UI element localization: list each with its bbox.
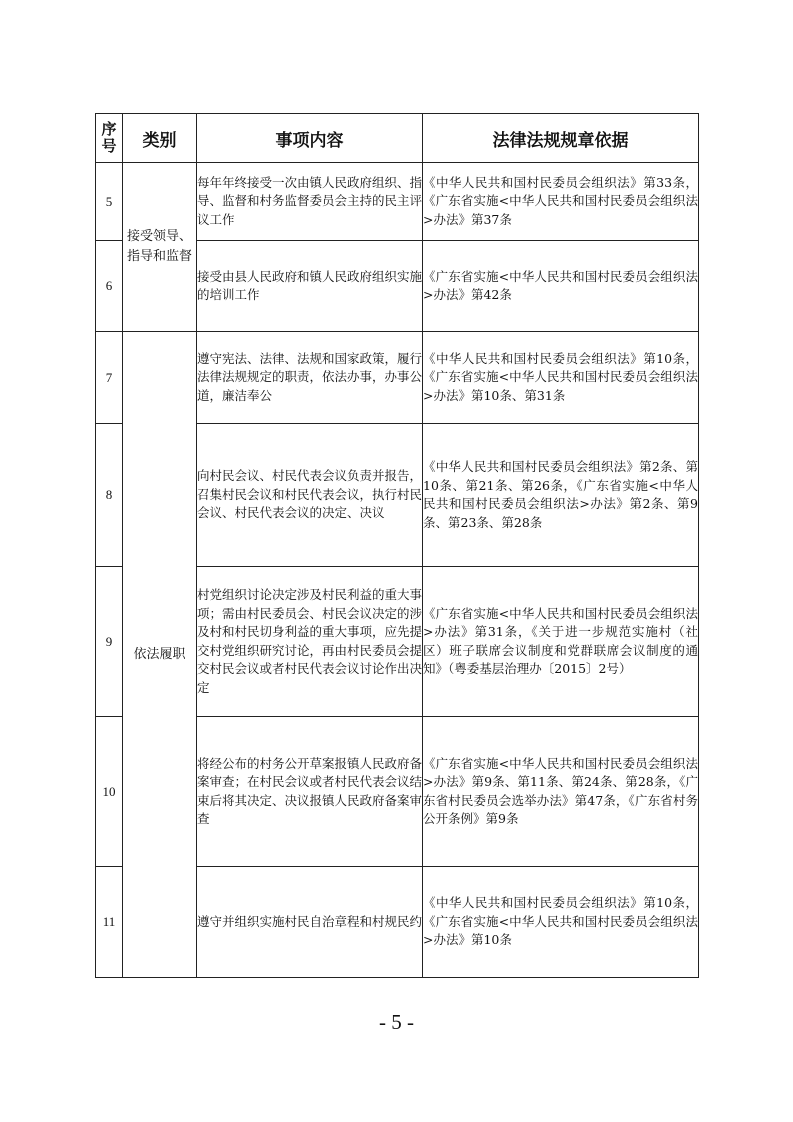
rules-table: [95, 113, 699, 978]
header-category: 类别: [123, 114, 197, 163]
row-law: 《广东省实施<中华人民共和国村民委员会组织法>办法》第42条: [423, 241, 699, 332]
row-item: 接受由县人民政府和镇人民政府组织实施的培训工作: [197, 241, 423, 332]
row-seq: 11: [96, 867, 123, 978]
category-cell: 接受领导、指导和监督: [123, 163, 197, 332]
row-law: 《中华人民共和国村民委员会组织法》第10条，《广东省实施<中华人民共和国村民委员会组织法>办法》第10条、第31条: [423, 332, 699, 424]
table-row: [96, 332, 699, 424]
table-header-row: [96, 114, 699, 163]
row-seq: 10: [96, 717, 123, 867]
row-law: 《广东省实施<中华人民共和国村民委员会组织法>办法》第9条、第11条、第24条、第28条，《广东省村民委员会选举办法》第47条，《广东省村务公开条例》第9条: [423, 717, 699, 867]
category-cell: 依法履职: [123, 332, 197, 978]
row-seq: 9: [96, 567, 123, 717]
row-item: 村党组织讨论决定涉及村民利益的重大事项；需由村民委员会、村民会议决定的涉及村和村民切身利益的重大事项，应先提交村党组织研究讨论，再由村民委员会提交村民会议或者村民代表会议讨论作出决定: [197, 567, 423, 717]
row-item: 向村民会议、村民代表会议负责并报告，召集村民会议和村民代表会议，执行村民会议、村民代表会议的决定、决议: [197, 424, 423, 567]
header-law: 法律法规规章依据: [423, 114, 699, 163]
header-item: 事项内容: [197, 114, 423, 163]
page-number: - 5 -: [379, 1010, 414, 1034]
row-seq: 7: [96, 332, 123, 424]
row-seq: 6: [96, 241, 123, 332]
row-law: 《广东省实施<中华人民共和国村民委员会组织法>办法》第31条，《关于进一步规范实施村（社区）班子联席会议制度和党群联席会议制度的通知》（粤委基层治理办〔2015〕2号）: [423, 567, 699, 717]
row-item: 遵守并组织实施村民自治章程和村规民约: [197, 867, 423, 978]
header-seq: 序号: [96, 114, 123, 163]
row-item: 将经公布的村务公开草案报镇人民政府备案审查；在村民会议或者村民代表会议结束后将其决定、决议报镇人民政府备案审查: [197, 717, 423, 867]
row-seq: 8: [96, 424, 123, 567]
row-item: 每年年终接受一次由镇人民政府组织、指导、监督和村务监督委员会主持的民主评议工作: [197, 163, 423, 241]
row-law: 《中华人民共和国村民委员会组织法》第33条，《广东省实施<中华人民共和国村民委员会组织法>办法》第37条: [423, 163, 699, 241]
table-row: [96, 163, 699, 241]
row-law: 《中华人民共和国村民委员会组织法》第10条，《广东省实施<中华人民共和国村民委员会组织法>办法》第10条: [423, 867, 699, 978]
row-seq: 5: [96, 163, 123, 241]
row-law: 《中华人民共和国村民委员会组织法》第2条、第10条、第21条、第26条，《广东省实施<中华人民共和国村民委员会组织法>办法》第2条、第9条、第23条、第28条: [423, 424, 699, 567]
row-item: 遵守宪法、法律、法规和国家政策，履行法律法规规定的职责，依法办事，办事公道，廉洁奉公: [197, 332, 423, 424]
